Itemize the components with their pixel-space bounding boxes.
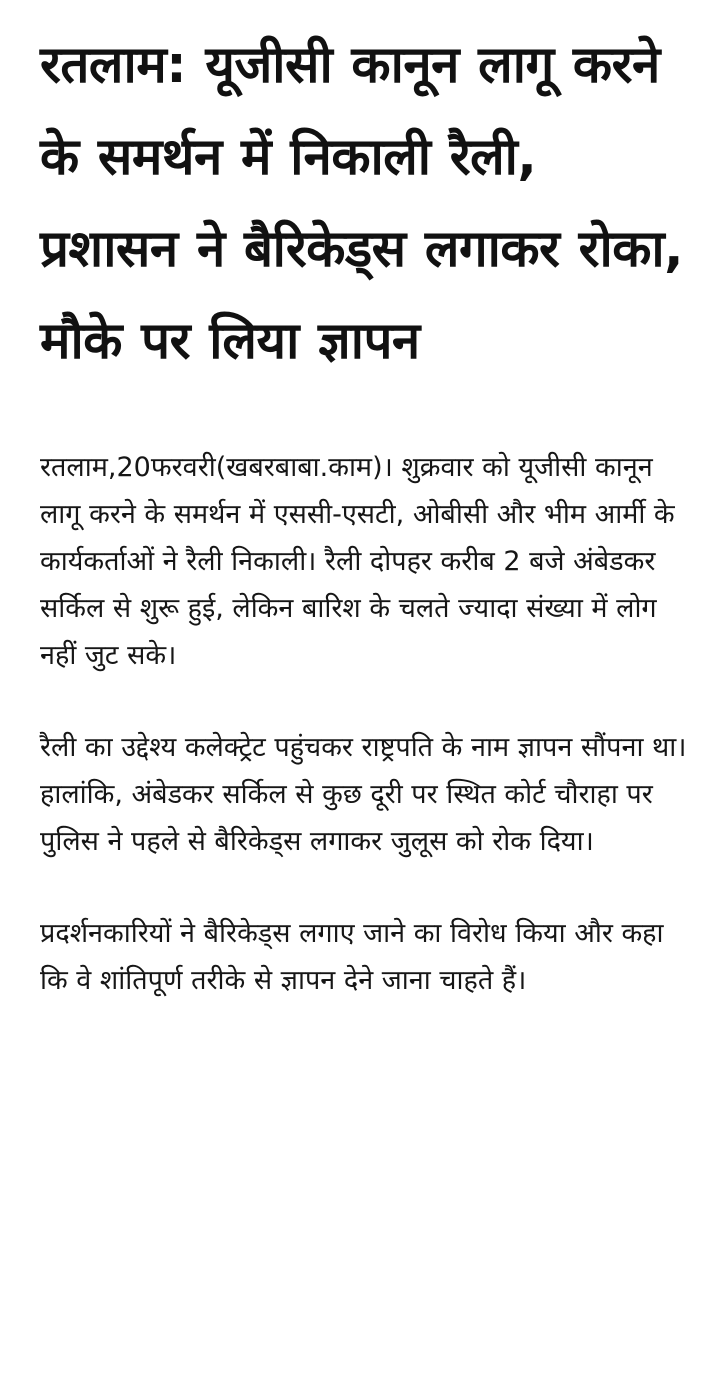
article-headline: रतलाम: यूजीसी कानून लागू करने के समर्थन में निकाली रैली, प्रशासन ने बैरिकेड्स लगाकर रोका, मौके पर लिया ज्ञापन [40, 36, 683, 371]
article [40, 20, 690, 1004]
article-paragraph: रतलाम,20फरवरी(खबरबाबा.काम)। शुक्रवार को यूजीसी कानून लागू करने के समर्थन में एससी-एसटी, ओबीसी और भीम आर्मी के कार्यकर्ताओं ने रैली निकाली। रैली दोपहर करीब 2 बजे अंबेडकर सर्किल से शुरू हुई, लेकिन बारिश के चलते ज्यादा संख्या में लोग नहीं जुट सके। [40, 452, 675, 671]
article-paragraph: प्रदर्शनकारियों ने बैरिकेड्स लगाए जाने का विरोध किया और कहा कि वे शांतिपूर्ण तरीके से ज्ञापन देने जाना चाहते हैं। [40, 918, 664, 996]
article-paragraph: रैली का उद्देश्य कलेक्ट्रेट पहुंचकर राष्ट्रपति के नाम ज्ञापन सौंपना था। हालांकि, अंबेडकर सर्किल से कुछ दूरी पर स्थित कोर्ट चौराहा पर पुलिस ने पहले से बैरिकेड्स लगाकर जुलूस को रोक दिया। [40, 732, 687, 857]
article-body [40, 444, 690, 1004]
